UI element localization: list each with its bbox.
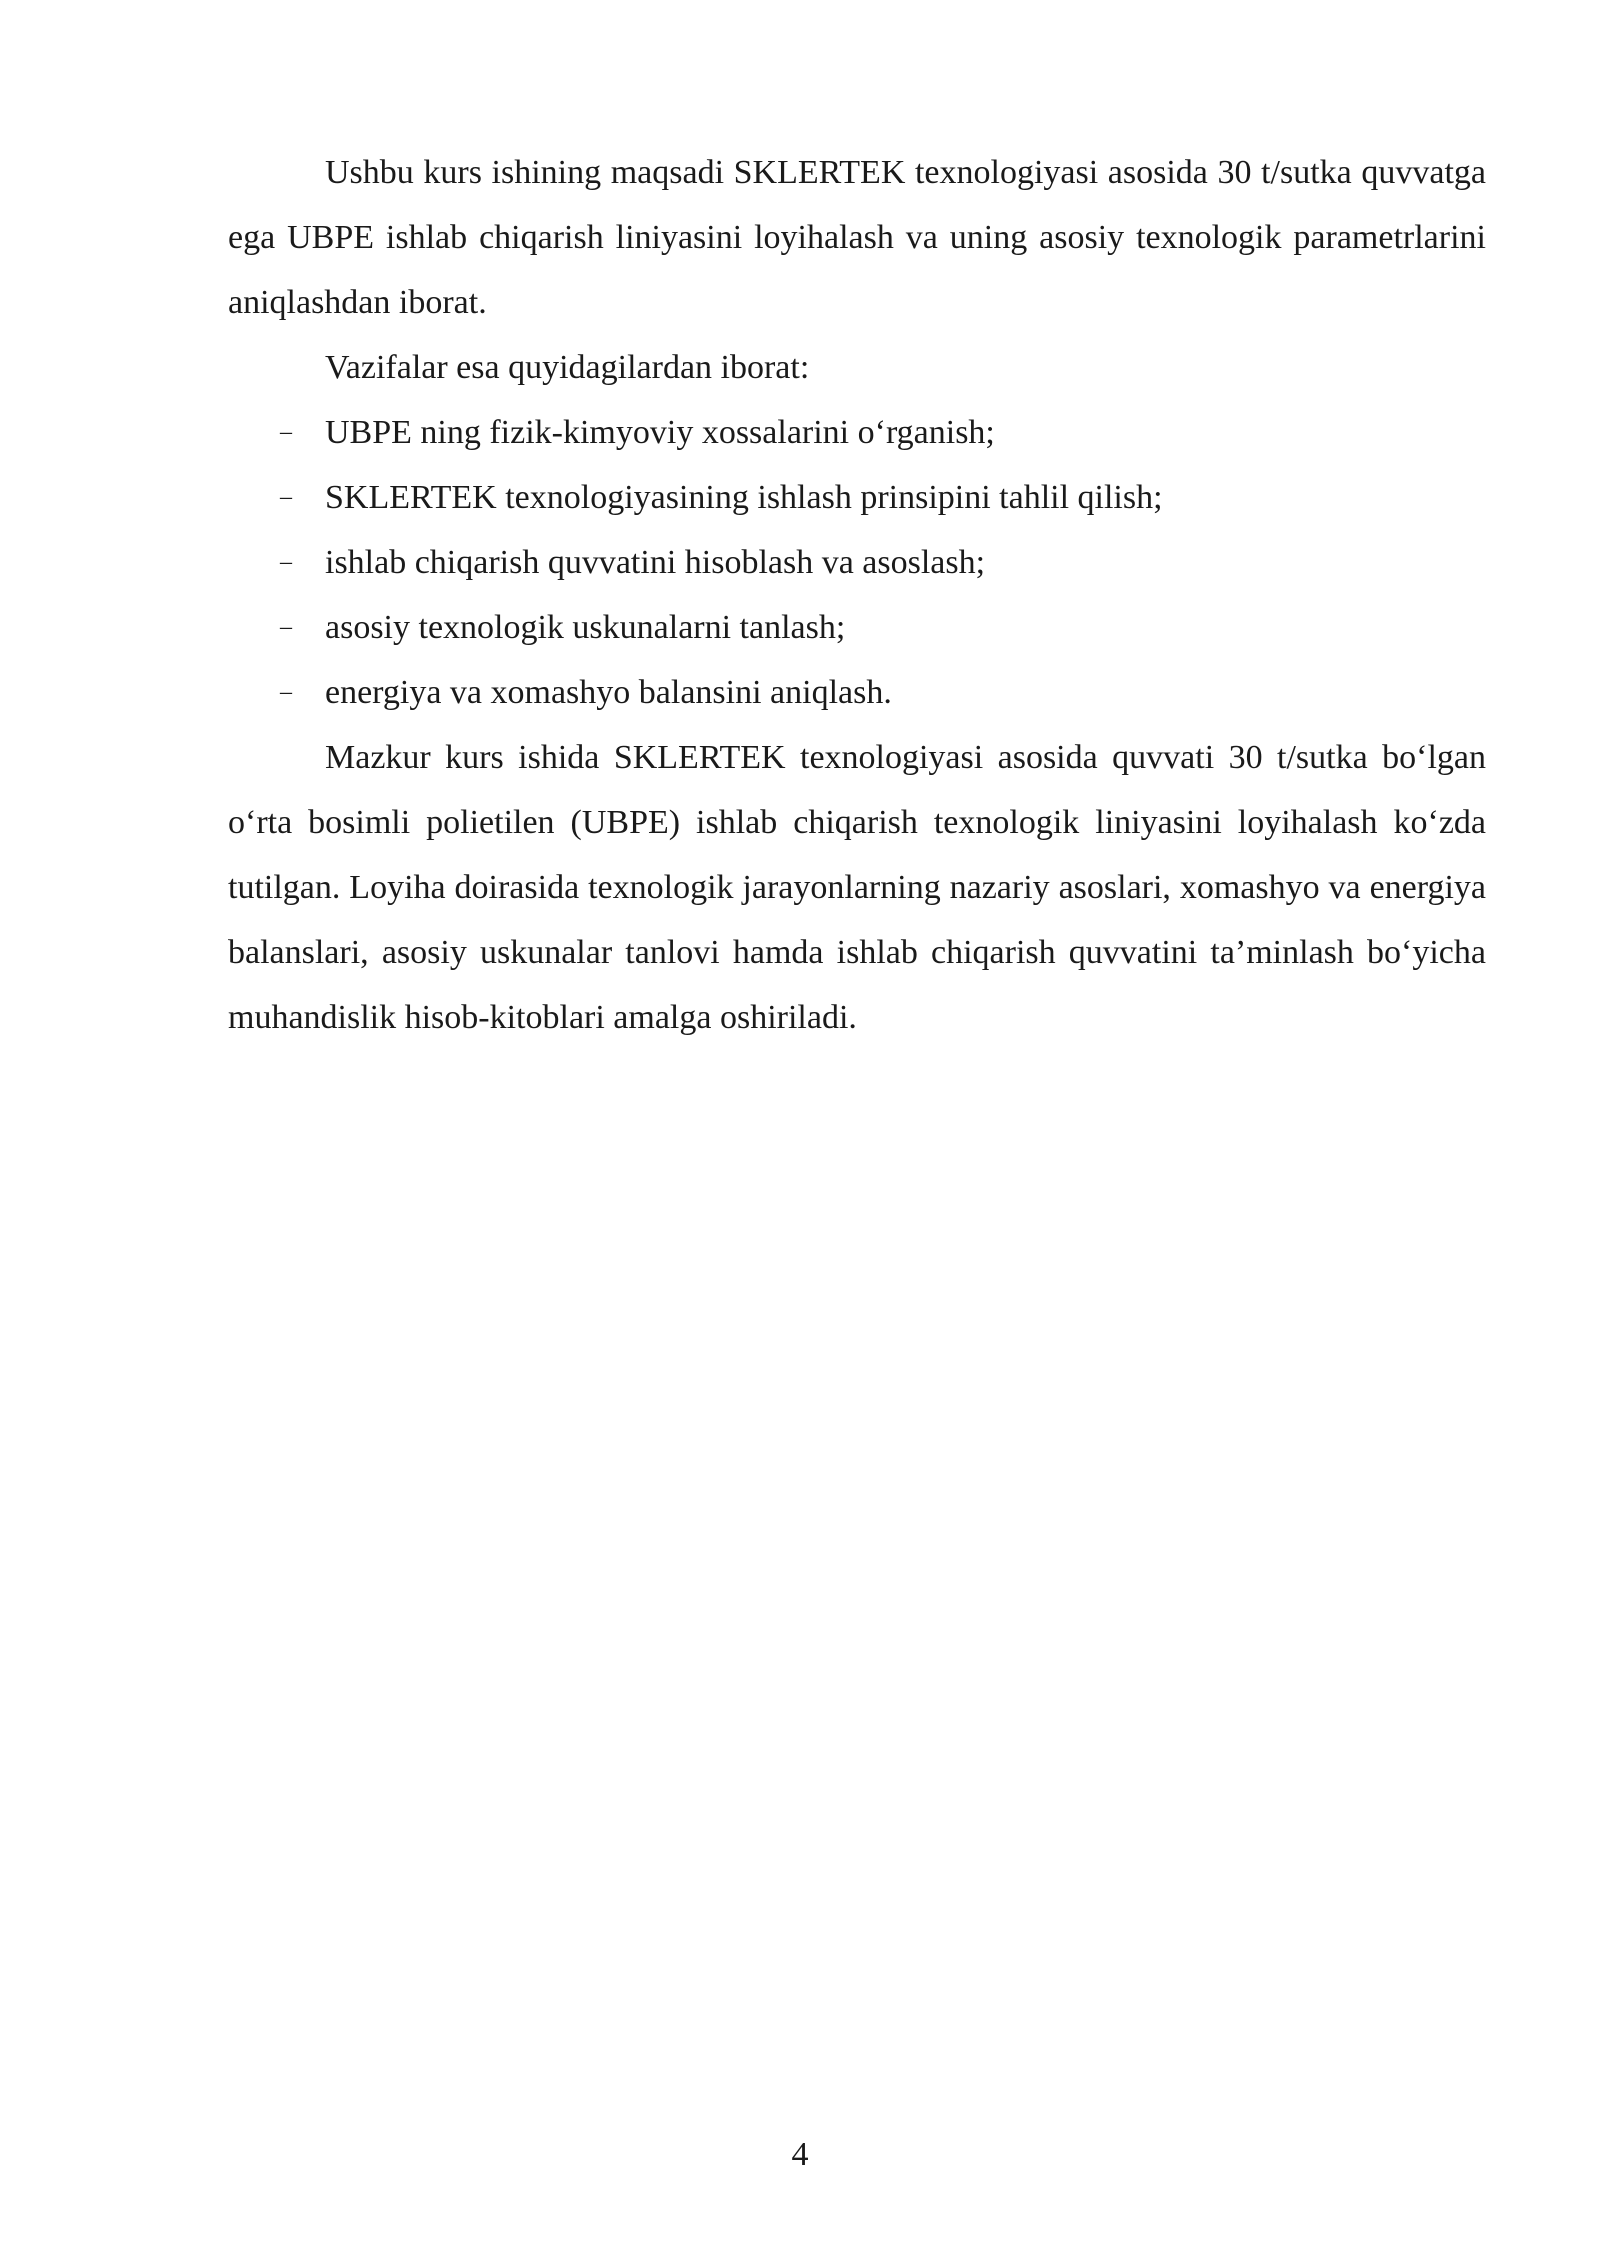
dash-bullet: – [280,614,292,640]
page-number: 4 [791,2136,809,2173]
tasks-intro: Vazifalar esa quyidagilardan iborat: [325,349,810,386]
dash-bullet: – [280,484,292,510]
task-text: energiya va xomashyo balansini aniqlash. [325,674,892,711]
summary-paragraph: Mazkur kurs ishida SKLERTEK texnologiyasi asosida quvvati 30 t/sutka bo‘lgan o‘rta bosimli polietilen (UBPE) ishlab chiqarish texnologik liniyasini loyihalash ko‘zda tutilgan. Loyiha doirasida texnologik jarayonlarning nazariy asoslari, xomashyo va energiya balanslari, asosiy uskunalar tanlovi hamda ishlab chiqarish quvvatini ta’minlash bo‘yicha muhandislik hisob-kitoblari amalga oshiriladi. [228,739,1486,1036]
document-page [228,140,1486,1050]
dash-bullet: – [280,549,292,575]
task-text: ishlab chiqarish quvvatini hisoblash va asoslash; [325,544,986,581]
list-item [228,530,1486,595]
dash-bullet: – [280,679,292,705]
task-text: asosiy texnologik uskunalarni tanlash; [325,609,846,646]
list-item [228,400,1486,465]
intro-paragraph: Ushbu kurs ishining maqsadi SKLERTEK texnologiyasi asosida 30 t/sutka quvvatga ega UBPE ishlab chiqarish liniyasini loyihalash va uning asosiy texnologik parametrlarini aniqlashdan iborat. [228,154,1486,321]
task-text: UBPE ning fizik-kimyoviy xossalarini o‘rganish; [325,414,995,451]
task-list [228,400,1486,725]
list-item [228,660,1486,725]
dash-bullet: – [280,419,292,445]
list-item [228,595,1486,660]
task-text: SKLERTEK texnologiyasining ishlash prinsipini tahlil qilish; [325,479,1163,516]
list-item [228,465,1486,530]
